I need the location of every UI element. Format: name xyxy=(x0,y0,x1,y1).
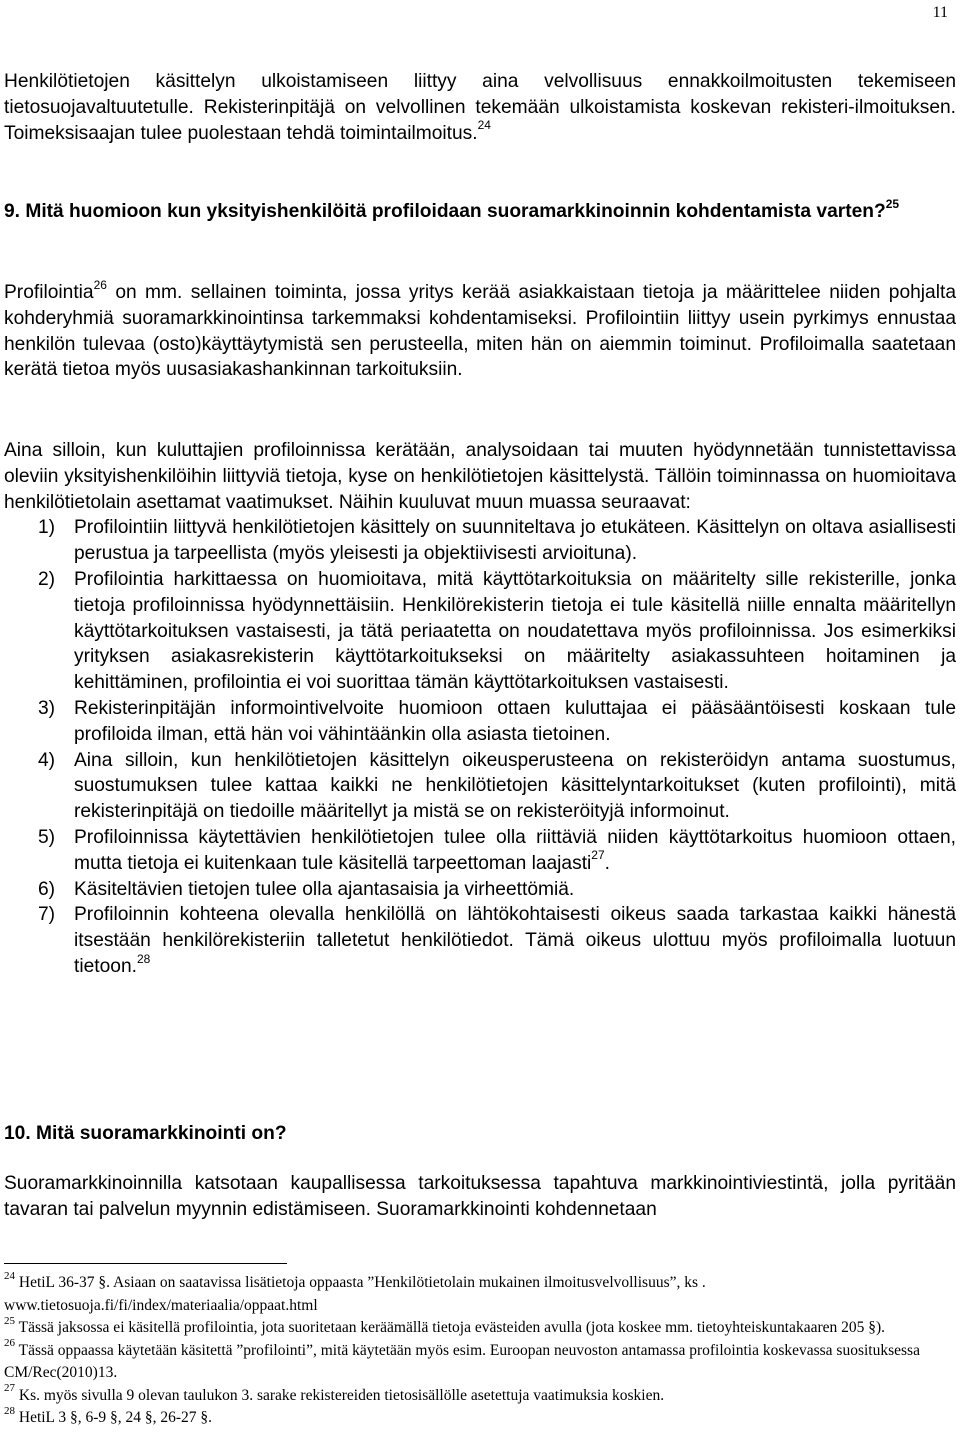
list-item-text: Rekisterinpitäjän informointivelvoite huomioon ottaen kuluttajaa ei pääsääntöisesti koskaan tule profiloida ilman, että hän voi vähintäänkin olla asiasta tietoinen. xyxy=(74,697,956,745)
list-item xyxy=(4,748,956,825)
footnote-number: 25 xyxy=(4,1314,15,1327)
paragraph-lead: Profilointia xyxy=(4,282,94,303)
section-heading-9 xyxy=(4,196,956,225)
footnotes xyxy=(4,1269,956,1430)
list-item xyxy=(4,877,956,903)
footnote-separator xyxy=(4,1263,287,1264)
list-item-text: Profiloinnin kohteena olevalla henkilöllä on lähtökohtaisesti oikeus saada tarkastaa kaikki hänestä itsestään henkilörekisteriin talletetut henkilötiedot. Tämä oikeus ulottuu myös profiloimalla luotuun tietoon. xyxy=(74,904,956,977)
footnote-26 xyxy=(4,1337,956,1385)
list-item-number: 6) xyxy=(38,878,56,900)
footnote-27 xyxy=(4,1382,956,1408)
list-item-text: Aina silloin, kun henkilötietojen käsittelyn oikeusperusteena on rekisteröidyn antama suostumus, suostumuksen tulee kattaa kaikki ne henkilötietojen käsittelyntarkoitukset (kuten profilointi), mitä rekisterinpitäjä on tiedoille määritellyt ja mistä se on rekisteröityjä informoinut. xyxy=(74,749,956,823)
requirements-list xyxy=(4,515,956,979)
section-heading-10: 10. Mitä suoramarkkinointi on? xyxy=(4,1123,287,1144)
list-item xyxy=(4,825,956,877)
paragraph-requirements xyxy=(4,438,956,980)
footnote-number: 26 xyxy=(4,1337,15,1350)
footnote-ref-28: 28 xyxy=(136,951,151,966)
heading-text: 9. Mitä huomioon kun yksityishenkilöitä profiloidaan suoramarkkinoinnin kohdentamista varten? xyxy=(4,201,886,222)
list-item-number: 5) xyxy=(38,826,56,848)
paragraph-profiling-definition xyxy=(4,277,956,383)
paragraph-outsourcing xyxy=(4,69,956,146)
footnote-ref-26: 26 xyxy=(93,277,107,292)
footnote-text: HetiL 3 §, 6-9 §, 24 §, 26-27 §. xyxy=(18,1409,213,1426)
footnote-text: Tässä oppaassa käytetään käsitettä ”profilointi”, mitä käytetään myös esim. Euroopan neuvoston antamassa profilointia koskevassa suosituksessa CM/Rec(2010)13. xyxy=(4,1341,920,1381)
list-item-number: 3) xyxy=(38,697,56,719)
paragraph-text: Henkilötietojen käsittelyn ulkoistamiseen liittyy aina velvollisuus ennakkoilmoitusten tekemiseen tietosuojavaltuutetulle. Rekisterinpitäjä on velvollinen tekemään ulkoistamista koskevan rekisteri-ilmoituksen. Toimeksisaajan tulee puolestaan tehdä toimintailmoitus. xyxy=(4,71,956,144)
list-item-text: Profilointia harkittaessa on huomioitava, mitä käyttötarkoituksia on määritelty sille rekisterille, jonka tietoja profiloinnissa hyödynnettäisiin. Henkilörekisterin tietoja ei tule käsitellä niille ennalta määritellyn käyttötarkoituksen vastaisesti, ja tätä periaatetta on noudatettava myös profiloinnissa. Jos esimerkiksi yrityksen asiakasrekisterin käyttötarkoitukseksi on määritelty asiakassuhteen hoitaminen ja kehittäminen, profilointia ei voi suorittaa tämän käyttötarkoituksen vastaisesti. xyxy=(74,568,956,694)
footnote-text: Tässä jaksossa ei käsitellä profilointia, jota suoritetaan keräämällä tietoja evästeiden avulla (jota koskee mm. tietoyhteiskuntakaaren 205 §). xyxy=(18,1319,886,1336)
list-item-text: Käsiteltävien tietojen tulee olla ajantasaisia ja virheettömiä. xyxy=(74,878,575,900)
footnote-text: HetiL 36-37 §. Asiaan on saatavissa lisätietoja oppaasta ”Henkilötietolain mukainen ilmoitusvelvollisuus”, ks . www.tietosuoja.fi/fi/index/materiaalia/oppaat.html xyxy=(4,1274,706,1314)
list-item xyxy=(4,902,956,979)
footnote-number: 28 xyxy=(4,1404,15,1417)
list-item-text: Profiloinnissa käytettävien henkilötietojen tulee olla riittäviä niiden käyttötarkoitus huomioon ottaen, mutta tietoja ei kuitenkaan tule käsitellä tarpeettoman laajasti xyxy=(74,826,956,874)
list-item xyxy=(4,515,956,567)
footnote-ref-25: 25 xyxy=(885,196,900,211)
list-item-tail: . xyxy=(604,852,610,874)
paragraph-direct-marketing: Suoramarkkinoinnilla katsotaan kaupallisessa tarkoituksessa tapahtuva markkinointiviestintä, jolla pyritään tavaran tai palvelun myynnin edistämiseen. Suoramarkkinointi kohdennetaan xyxy=(4,1173,956,1220)
list-item-number: 4) xyxy=(38,749,56,771)
list-item-text: Profilointiin liittyvä henkilötietojen käsittely on suunniteltava jo etukäteen. Käsittelyn on oltava asiallisesti perustua ja tarpeellista (myös yleisesti ja objektiivisesti arvioituna). xyxy=(74,517,956,565)
footnote-28 xyxy=(4,1404,956,1430)
footnote-24 xyxy=(4,1269,956,1317)
footnote-ref-27: 27 xyxy=(591,848,605,863)
list-item-number: 2) xyxy=(38,568,56,590)
list-item xyxy=(4,567,956,696)
list-item-number: 1) xyxy=(38,517,56,539)
footnote-number: 27 xyxy=(4,1382,15,1395)
footnote-25 xyxy=(4,1314,956,1340)
footnote-text: Ks. myös sivulla 9 olevan taulukon 3. sarake rekistereiden tietosisällölle asetettuja vaatimuksia koskien. xyxy=(18,1386,665,1404)
list-item-number: 7) xyxy=(38,904,56,926)
footnote-ref-24: 24 xyxy=(477,118,491,133)
list-item xyxy=(4,696,956,748)
footnote-number: 24 xyxy=(4,1269,15,1282)
page-number: 11 xyxy=(932,4,948,21)
paragraph-text: on mm. sellainen toiminta, jossa yritys kerää asiakkaistaan tietoja ja määrittelee niiden pohjalta kohderyhmiä suoramarkkinointinsa tarkemmaksi kohdentamiseksi. Profilointiin liittyy usein pyrkimys ennustaa henkilön tulevaa (osto)käyttäytymistä sen perusteella, miten hän on aiemmin toiminut. Profiloimalla saatetaan kerätä tietoa myös uusasiakashankinnan tarkoituksiin. xyxy=(4,282,956,381)
requirements-intro: Aina silloin, kun kuluttajien profiloinnissa kerätään, analysoidaan tai muuten hyödynnetään tunnistettavissa oleviin yksityishenkilöihin liittyviä tietoja, kyse on henkilötietojen käsittelystä. Tällöin toiminnassa on huomioitava henkilötietolain asettamat vaatimukset. Näihin kuuluvat muun muassa seuraavat: xyxy=(4,440,956,513)
